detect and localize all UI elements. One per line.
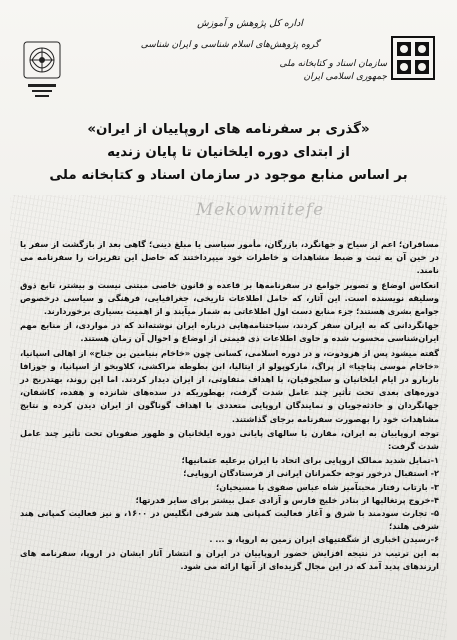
list-item: ۵- تجارت سودمند با شرق و آغاز فعالیت کمپانی هند شرقی انگلیس در ۱۶۰۰، و نیز فعالیت کمپانی هند شرقی هلند؛	[20, 508, 439, 532]
list-item: ۲- استقبال درخور توجه حکمرانان ایرانی از فرستادگان اروپایی؛	[183, 468, 439, 479]
list-item: ۴-خروج پرتغالیها از بنادر خلیج فارس و آزادی عمل بیشتر برای سایر قدرتها؛	[135, 494, 439, 505]
paragraph-2: انعکاس اوضاع و تصویر جوامع در سفرنامه‌ها بر قاعده و قانون خاصی مبتنی نیست و بیشتر، تابع ذوق وسلیقه نویسنده است. این آثار، که حامل اطلاعات تاریخی، جغرافیایی، فرهنگی و سیاسی درخصوص جوامع بشری هستند؛ جزء منابع دست اول اطلاعاتی به شمار میآیند و از اهمیت بسیاری برخوردارند.	[20, 279, 439, 317]
title-line3: بر اساس منابع موجود در سازمان اسناد و کتابخانه ملی	[49, 168, 408, 183]
list-item: ۳- بازتاب رفتار محبتآمیز شاه عباس صفوی با مسیحیان؛	[215, 481, 439, 492]
list-item: ۶-رسیدن اخباری از شگفتیهای ایران زمین به اروپا، و ... .	[209, 534, 439, 545]
org-name-line2: جمهوری اسلامی ایران	[303, 72, 387, 82]
paragraph-4: گفته میشود پس از هرودوت، و در دوره اسلامی، کسانی چون «خاخام بنیامین بن جناح» از اهالی اسپانیا، «خاخام موسی پتاچیا» از پراگ، مارکوپولو از ایتالیا، ابن بطوطه مراکشی، کلاویخو از اسپانیا، و جوزافا باربارو در ایام ایلخانیان و سلجوقیان، با اهداف متفاوتی، از ایران دیدار کردند. اما این روند، بهتدریج در دوره‌های بعدی تحت تأثیر چند عامل شدت گرفت، بهطوریکه در سده‌های شانزده و هفده، کاشفان، جهانگردان و حادثه‌جویان و نمایندگان اروپایی متعددی با اهداف گوناگون از ایران دیدن کرده و نتایج مشاهدات خود را بهصورت سفرنامه برجای گذاشتند.	[20, 347, 439, 424]
org-name-line1: سازمان اسناد و کتابخانه ملی	[279, 59, 387, 69]
title-line2: از ابتدای دوره ایلخانیان تا پایان زندیه	[107, 145, 350, 160]
paragraph-3: جهانگردانی که به ایران سفر کردند، سیاحتنامه‌هایی درباره ایران نوشته‌اند که در مواردی، از منابع مهم ایران‌شناسی محسوب شده و حاوی اطلاعات ذی قیمتی از اوضاع و احوال آن زمان هستند.	[20, 320, 439, 344]
document-title	[20, 118, 437, 187]
research-emblem-icon	[18, 38, 66, 104]
paragraph-1: مسافران؛ اعم از سیاح و جهانگرد، بازرگان، مأمور سیاسی یا مبلغ دینی؛ گاهی بعد از بازگشت از سفر یا در حین آن به ثبت و ضبط مشاهدات و خاطرات خود میپرداختند که حاصل این تقریرات را سفرنامه می نامند.	[20, 239, 439, 276]
body-text	[20, 238, 439, 574]
org-name-national-library	[277, 58, 387, 84]
list-item: ۱-تمایل شدید ممالک اروپایی برای اتحاد با ایران برعلیه عثمانیها؛	[181, 455, 439, 466]
paragraph-6: به این ترتیب در نتیجه افزایش حضور اروپاییان در ایران و انتشار آثار ایشان در اروپا، سفرنامه های ارزندهای پدید آمد که در این مجال گزیده‌ای از آنها ارائه می شود.	[20, 547, 439, 571]
paragraph-5: توجه اروپاییان به ایران، مقارن با سالهای پایانی دوره ایلخانیان و ظهور صفویان تحت تأثیر چند عامل شدت گرفت:	[20, 427, 439, 452]
org-name-department: اداره کل پژوهش و آموزش	[197, 18, 303, 29]
national-library-logo-icon	[391, 36, 435, 80]
org-name-group: گروه پژوهش‌های اسلام شناسی و ایران شناسی	[140, 40, 320, 50]
background-gothic-text: Mekowmitefe	[195, 200, 325, 220]
header	[0, 0, 457, 115]
title-line1: «گذری بر سفرنامه های اروپاییان از ایران»	[87, 122, 370, 137]
